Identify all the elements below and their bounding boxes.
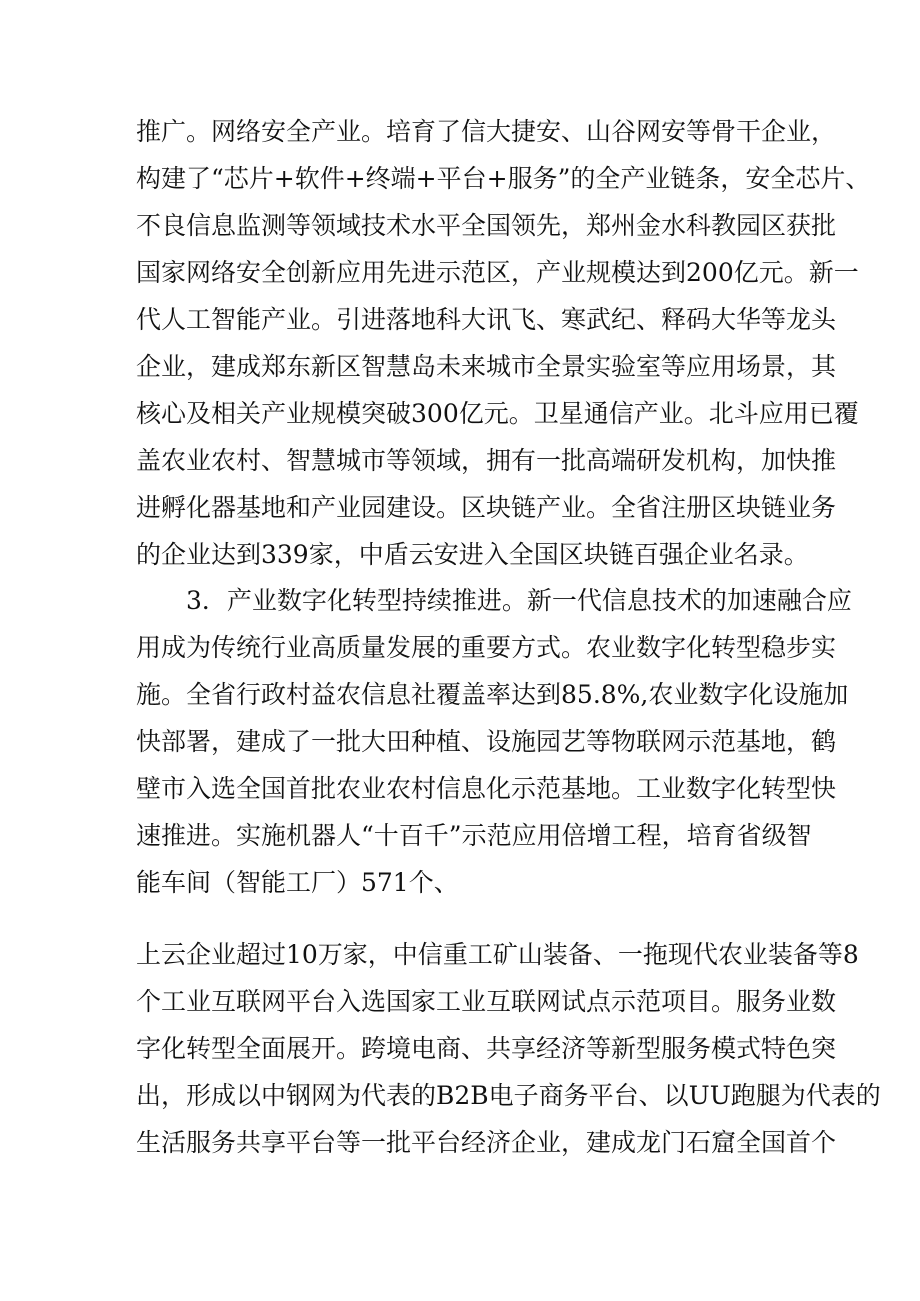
text-line: 能车间（智能工厂）571个、: [136, 868, 459, 897]
text-line: 字化转型全面展开。跨境电商、共享经济等新型服务模式特色突: [136, 1034, 837, 1063]
text-line: 施。全省行政村益农信息社覆盖率达到85.8%,农业数字化设施加: [136, 680, 849, 709]
text-line: 个工业互联网平台入选国家工业互联网试点示范项目。服务业数: [136, 987, 837, 1016]
text-line: 速推进。实施机器人“十百千”示范应用倍增工程，培育省级智: [136, 821, 812, 850]
text-line: 进孵化器基地和产业园建设。区块链产业。全省注册区块链业务: [136, 493, 837, 522]
text-line: 构建了“芯片+软件+终端+平台+服务”的全产业链条，安全芯片、: [136, 164, 871, 193]
text-line: 不良信息监测等领域技术水平全国领先，郑州金水科教园区获批: [136, 211, 837, 240]
text-line: 核心及相关产业规模突破300亿元。卫星通信产业。北斗应用已覆: [136, 399, 859, 428]
text-line: 企业，建成郑东新区智慧岛未来城市全景实验室等应用场景，其: [136, 352, 837, 381]
text-line: 生活服务共享平台等一批平台经济企业，建成龙门石窟全国首个: [136, 1128, 837, 1157]
text-line: 推广。网络安全产业。培育了信大捷安、山谷网安等骨干企业，: [136, 117, 837, 146]
section-heading-line: 3．产业数字化转型持续推进。新一代信息技术的加速融合应: [186, 586, 852, 615]
text-line: 盖农业农村、智慧城市等领域，拥有一批高端研发机构，加快推: [136, 446, 837, 475]
text-line: 快部署，建成了一批大田种植、设施园艺等物联网示范基地，鹤: [136, 727, 837, 756]
text-line: 上云企业超过10万家，中信重工矿山装备、一拖现代农业装备等8: [136, 940, 859, 969]
text-line: 用成为传统行业高质量发展的重要方式。农业数字化转型稳步实: [136, 633, 837, 662]
text-line: 壁市入选全国首批农业农村信息化示范基地。工业数字化转型快: [136, 774, 837, 803]
text-line: 的企业达到339家，中盾云安进入全国区块链百强企业名录。: [136, 540, 809, 569]
text-line: 出，形成以中钢网为代表的B2B电子商务平台、以UU跑腿为代表的: [136, 1081, 881, 1110]
text-line: 国家网络安全创新应用先进示范区，产业规模达到200亿元。新一: [136, 258, 859, 287]
text-line: 代人工智能产业。引进落地科大讯飞、寒武纪、释码大华等龙头: [136, 305, 837, 334]
